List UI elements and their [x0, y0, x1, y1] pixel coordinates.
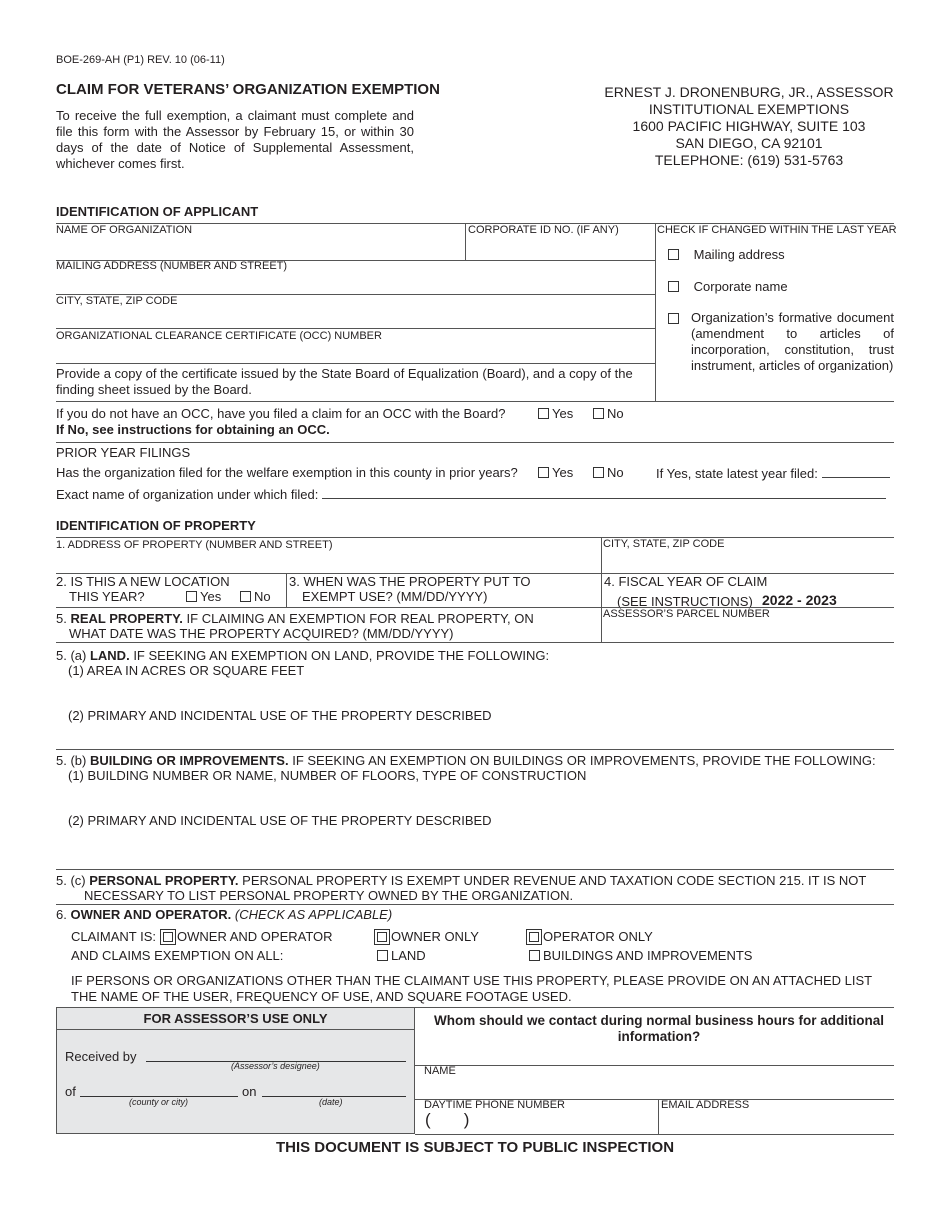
city-state-zip-field[interactable] [56, 309, 653, 328]
property-address-label: 1. ADDRESS OF PROPERTY (NUMBER AND STREET) [56, 539, 333, 551]
date-caption: (date) [319, 1097, 343, 1107]
occ-number-label: ORGANIZATIONAL CLEARANCE CERTIFICATE (OCC) NUMBER [56, 330, 382, 342]
contact-name-field[interactable] [424, 1079, 892, 1098]
land-text: IF SEEKING AN EXEMPTION ON LAND, PROVIDE THE FOLLOWING: [133, 648, 550, 663]
owner-italic: (CHECK AS APPLICABLE) [234, 907, 393, 922]
owner-num: 6. [56, 907, 67, 922]
new-location-no-option [240, 589, 271, 605]
mailing-address-label: MAILING ADDRESS (NUMBER AND STREET) [56, 260, 288, 272]
real-property-text: IF CLAIMING AN EXEMPTION FOR REAL PROPERTY, ON [186, 611, 534, 626]
land-heading [56, 648, 549, 664]
real-property-num: 5. [56, 611, 67, 626]
fiscal-year-value: 2022 - 2023 [762, 592, 837, 608]
personal-bold: PERSONAL PROPERTY. [89, 873, 239, 888]
property-heading: IDENTIFICATION OF PROPERTY [56, 518, 256, 533]
operator-only-checkbox[interactable] [529, 932, 539, 942]
city-state-zip-label: CITY, STATE, ZIP CODE [56, 295, 178, 307]
assessor-phone: TELEPHONE: (619) 531-5763 [654, 152, 844, 168]
personal-property-line2: NECESSARY TO LIST PERSONAL PROPERTY OWNED BY THE ORGANIZATION. [84, 888, 574, 903]
assessor-dept: INSTITUTIONAL EXEMPTIONS [648, 101, 850, 117]
claims-exemption-label: AND CLAIMS EXEMPTION ON ALL: [71, 948, 284, 963]
new-location-this-year: THIS YEAR? [69, 589, 145, 604]
org-name-field[interactable] [56, 238, 463, 259]
form-title: CLAIM FOR VETERANS’ ORGANIZATION EXEMPTION [56, 81, 440, 98]
contact-name-label: NAME [424, 1065, 456, 1077]
operator-only-label: OPERATOR ONLY [543, 929, 653, 944]
building-use-label: (2) PRIMARY AND INCIDENTAL USE OF THE PROPERTY DESCRIBED [68, 813, 492, 828]
form-id: BOE-269-AH (P1) REV. 10 (06-11) [56, 54, 225, 66]
personal-text: PERSONAL PROPERTY IS EXEMPT UNDER REVENUE AND TAXATION CODE SECTION 215. IT IS NOT [242, 873, 867, 888]
building-description-label: (1) BUILDING NUMBER OR NAME, NUMBER OF FLOORS, TYPE OF CONSTRUCTION [68, 768, 587, 783]
assessor-use-heading: FOR ASSESSOR’S USE ONLY [143, 1011, 328, 1026]
building-heading [56, 753, 876, 769]
occ-question: If you do not have an OCC, have you filed a claim for an OCC with the Board? [56, 406, 506, 421]
owner-and-operator-label: OWNER AND OPERATOR [177, 929, 333, 944]
changed-doc-checkbox[interactable] [668, 313, 679, 324]
changed-corp-checkbox[interactable] [668, 281, 679, 292]
changed-mailing-row [668, 247, 785, 263]
changed-corp-label: Corporate name [693, 279, 788, 294]
occ-number-field[interactable] [56, 344, 653, 362]
buildings-label: BUILDINGS AND IMPROVEMENTS [543, 948, 753, 963]
occ-no-option [593, 406, 624, 422]
corp-id-field[interactable] [468, 238, 653, 259]
real-property-question-line2: WHAT DATE WAS THE PROPERTY ACQUIRED? (MM/DD/YYYY) [69, 626, 454, 641]
changed-doc-label: Organization’s formative document (amendment to articles of incorporation, constitution, trust instrument, articles of organization) [691, 310, 894, 373]
corp-id-label: CORPORATE ID NO. (IF ANY) [468, 224, 619, 236]
exact-name-label: Exact name of organization under which filed: [56, 487, 319, 502]
changed-heading: CHECK IF CHANGED WITHIN THE LAST YEAR [657, 224, 897, 236]
building-text: IF SEEKING AN EXEMPTION ON BUILDINGS OR IMPROVEMENTS, PROVIDE THE FOLLOWING: [292, 753, 876, 768]
changed-mailing-checkbox[interactable] [668, 249, 679, 260]
real-property-bold: REAL PROPERTY. [70, 611, 183, 626]
new-location-question: 2. IS THIS A NEW LOCATION [56, 574, 230, 589]
assessor-street: 1600 PACIFIC HIGHWAY, SUITE 103 [632, 118, 866, 134]
buildings-option [529, 948, 752, 964]
other-users-note: IF PERSONS OR ORGANIZATIONS OTHER THAN THE CLAIMANT USE THIS PROPERTY, PLEASE PROVIDE ON AN ATTACHED LIST THE NAME OF THE USER, FREQUENCY OF USE, AND SQUARE FOOTAGE USED. [71, 973, 872, 1004]
latest-year-field[interactable] [822, 466, 890, 478]
land-label: LAND [391, 948, 426, 963]
new-location-yes-checkbox[interactable] [186, 591, 197, 602]
owner-only-checkbox[interactable] [377, 932, 387, 942]
prior-question: Has the organization filed for the welfare exemption in this county in prior years? [56, 465, 518, 480]
operator-only-option [526, 929, 653, 945]
county-caption: (county or city) [129, 1097, 189, 1107]
public-inspection-footer: THIS DOCUMENT IS SUBJECT TO PUBLIC INSPECTION [275, 1139, 675, 1156]
email-field[interactable] [661, 1113, 893, 1133]
personal-num: 5. (c) [56, 873, 86, 888]
parcel-number-field[interactable] [603, 622, 893, 641]
changed-corp-row [668, 279, 788, 295]
exempt-use-question: 3. WHEN WAS THE PROPERTY PUT TO [289, 574, 531, 589]
new-location-yes-label: Yes [200, 589, 222, 604]
occ-no-checkbox[interactable] [593, 408, 604, 419]
occ-yes-option [538, 406, 573, 422]
building-num: 5. (b) [56, 753, 87, 768]
on-label: on [242, 1084, 257, 1099]
assessor-name: ERNEST J. DRONENBURG, JR., ASSESSOR [604, 84, 894, 100]
building-bold: BUILDING OR IMPROVEMENTS. [89, 753, 289, 768]
buildings-checkbox[interactable] [529, 950, 540, 961]
land-use-label: (2) PRIMARY AND INCIDENTAL USE OF THE PROPERTY DESCRIBED [68, 708, 492, 723]
assessor-address-block [594, 84, 904, 169]
exempt-use-date-format: EXEMPT USE? (MM/DD/YYYY) [302, 589, 488, 604]
prior-no-option [593, 465, 624, 481]
prior-no-checkbox[interactable] [593, 467, 604, 478]
latest-year-row [656, 466, 890, 482]
owner-and-operator-option [160, 929, 333, 945]
land-checkbox[interactable] [377, 950, 388, 961]
parcel-number-label: ASSESSOR’S PARCEL NUMBER [603, 608, 770, 620]
new-location-no-label: No [254, 589, 271, 604]
personal-property-heading [56, 873, 866, 889]
land-bold: LAND. [89, 648, 130, 663]
real-property-question [56, 611, 534, 627]
owner-bold: OWNER AND OPERATOR. [70, 907, 232, 922]
occ-yes-label: Yes [552, 406, 574, 421]
received-by-label: Received by [65, 1049, 137, 1064]
owner-operator-heading [56, 907, 392, 923]
org-name-label: NAME OF ORGANIZATION [56, 224, 193, 236]
prior-heading: PRIOR YEAR FILINGS [56, 445, 191, 460]
occ-yes-checkbox[interactable] [538, 408, 549, 419]
claimant-is-label: CLAIMANT IS: [71, 929, 157, 944]
fiscal-year-label: 4. FISCAL YEAR OF CLAIM [604, 574, 768, 589]
land-area-field[interactable] [68, 680, 894, 706]
new-location-no-checkbox[interactable] [240, 591, 251, 602]
owner-and-operator-checkbox[interactable] [163, 932, 173, 942]
exact-name-row [56, 487, 886, 503]
prior-yes-checkbox[interactable] [538, 467, 549, 478]
mailing-address-field[interactable] [56, 274, 653, 294]
assessor-city: SAN DIEGO, CA 92101 [675, 135, 823, 151]
phone-label: DAYTIME PHONE NUMBER [424, 1099, 565, 1111]
applicant-heading: IDENTIFICATION OF APPLICANT [56, 204, 259, 219]
occ-note: If No, see instructions for obtaining an OCC. [56, 422, 330, 437]
intro-text: To receive the full exemption, a claimant must complete and file this form with the Assessor by February 15, or within 30 days of the date of Notice of Supplemental Assessment, whichever comes first. [56, 108, 414, 171]
phone-field[interactable]: ( ) [425, 1110, 470, 1129]
certificate-copy-note: Provide a copy of the certificate issued by the State Board of Equalization (Board), and a copy of the finding sheet issued by the Board. [56, 366, 633, 397]
owner-only-option [374, 929, 479, 945]
fiscal-year-instructions: (SEE INSTRUCTIONS) [617, 594, 753, 609]
land-use-field[interactable] [68, 725, 894, 748]
prior-yes-option [538, 465, 573, 481]
email-label: EMAIL ADDRESS [661, 1099, 750, 1111]
owner-only-label: OWNER ONLY [391, 929, 479, 944]
latest-year-label: If Yes, state latest year filed: [656, 466, 818, 481]
of-label: of [65, 1084, 76, 1099]
changed-mailing-label: Mailing address [693, 247, 785, 262]
exact-name-field[interactable] [322, 487, 886, 499]
occ-no-label: No [607, 406, 624, 421]
prior-no-label: No [607, 465, 624, 480]
prior-yes-label: Yes [552, 465, 574, 480]
land-num: 5. (a) [56, 648, 87, 663]
land-area-label: (1) AREA IN ACRES OR SQUARE FEET [68, 663, 305, 678]
contact-question: Whom should we contact during normal business hours for additional information? [433, 1013, 885, 1044]
land-option [377, 948, 426, 964]
property-city-field[interactable] [603, 552, 893, 572]
new-location-yes-option [186, 589, 221, 605]
property-address-field[interactable] [56, 553, 599, 572]
building-description-field[interactable] [68, 785, 894, 811]
designee-caption: (Assessor’s designee) [231, 1061, 320, 1071]
building-use-field[interactable] [68, 830, 894, 868]
property-city-label: CITY, STATE, ZIP CODE [603, 538, 725, 550]
